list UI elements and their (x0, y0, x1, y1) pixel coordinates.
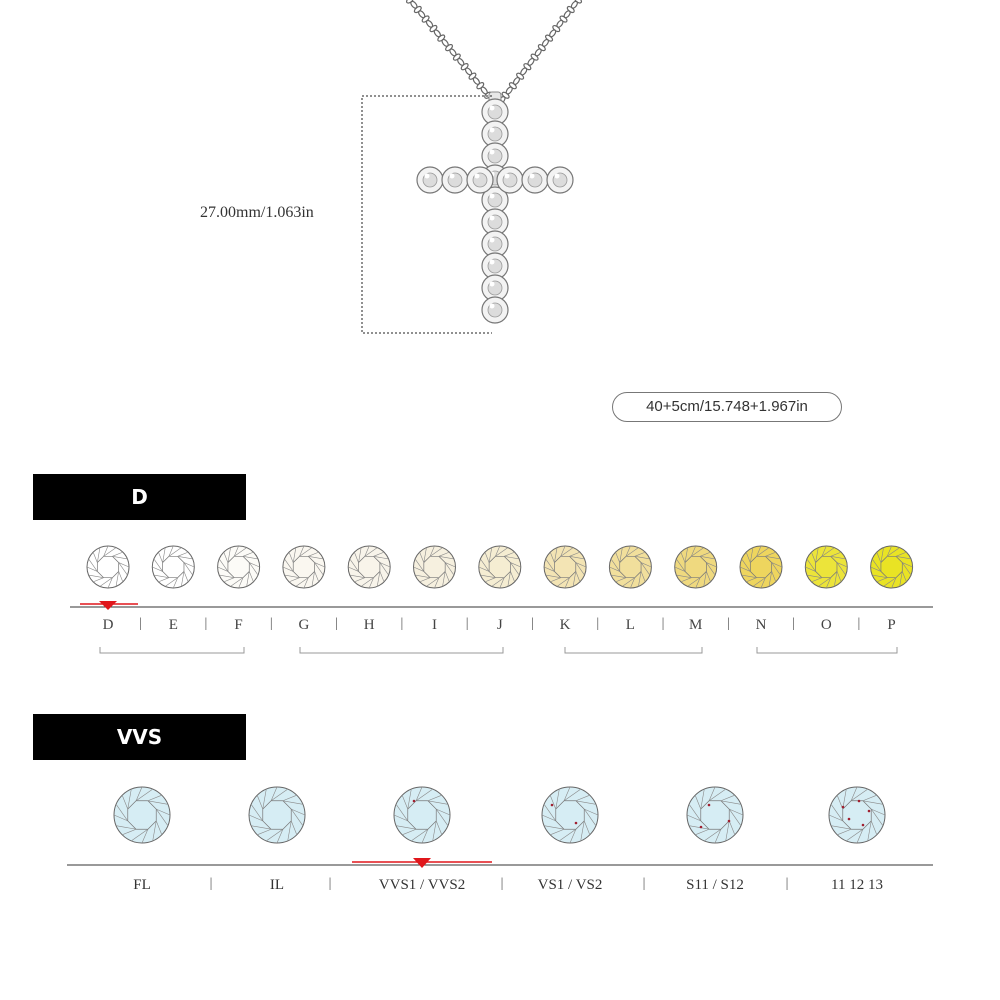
clarity-grade-separator: | (328, 876, 332, 891)
chain-link (421, 15, 430, 23)
clarity-stone-3 (542, 787, 598, 843)
color-grade-label-o: O (820, 617, 832, 633)
color-grade-label-n: N (755, 617, 767, 633)
color-stone-h (348, 546, 390, 588)
color-grade-label-i: I (432, 617, 437, 633)
clarity-stone-1 (249, 787, 305, 843)
color-grade-label-k: K (559, 617, 571, 633)
color-grade-label-j: J (496, 617, 503, 633)
clarity-stone-4 (687, 787, 743, 843)
color-group-bracket (565, 647, 702, 653)
clarity-stone-5 (829, 787, 885, 843)
color-stone-f (218, 546, 260, 588)
color-stone-n (740, 546, 782, 588)
clarity-grade-scale (0, 770, 1000, 880)
clarity-grade-label-0: FL (133, 877, 151, 893)
color-stone-i (414, 546, 456, 588)
cross-stone-sparkle (425, 174, 430, 179)
color-stone-e (152, 546, 194, 588)
color-grade-separator: | (857, 616, 861, 631)
chain-link (460, 62, 469, 70)
cross-pendant-necklace-image (0, 0, 1000, 440)
clarity-inclusion (551, 804, 554, 807)
clarity-grade-label-5: 11 12 13 (831, 877, 883, 893)
color-grade-separator: | (204, 616, 208, 631)
color-grade-separator: | (269, 616, 273, 631)
color-stone-j (479, 546, 521, 588)
clarity-inclusion (575, 822, 578, 825)
color-selected-marker (99, 601, 117, 610)
chain-link (452, 53, 461, 61)
cross-pendant (417, 99, 573, 323)
color-stone-m (675, 546, 717, 588)
color-group-bracket (757, 647, 897, 653)
color-grade-separator: | (596, 616, 600, 631)
clarity-inclusion (862, 824, 865, 827)
color-stone-k (544, 546, 586, 588)
color-group-bracket (300, 647, 503, 653)
clarity-inclusion (728, 820, 731, 823)
clarity-selected-marker (413, 858, 431, 868)
color-grade-separator: | (400, 616, 404, 631)
color-grade-scale (0, 530, 1000, 665)
cross-stone-sparkle (490, 106, 495, 111)
cross-stone-sparkle (490, 238, 495, 243)
color-grade-separator: | (335, 616, 338, 631)
cross-stone-sparkle (475, 174, 480, 179)
clarity-grade-separator: | (785, 876, 789, 891)
color-grade-label-p: P (887, 617, 896, 633)
clarity-grade-separator: | (642, 876, 646, 891)
color-grade-separator: | (465, 616, 469, 631)
chain-length-badge: 40+5cm/15.748+1.967in (612, 392, 842, 422)
clarity-inclusion (708, 804, 711, 807)
cross-stone-sparkle (490, 282, 495, 287)
clarity-inclusion (848, 818, 851, 821)
color-grade-label-f: F (234, 617, 243, 633)
chain-link (476, 81, 485, 89)
clarity-inclusion (858, 800, 861, 803)
clarity-grade-label-3: VS1 / VS2 (537, 877, 603, 893)
color-grade-separator: | (139, 616, 143, 631)
clarity-stone-0 (114, 787, 170, 843)
color-grade-label-g: G (298, 617, 310, 633)
cross-stone-sparkle (490, 304, 495, 309)
chain (498, 0, 583, 105)
color-stone-l (609, 546, 651, 588)
chain-link (406, 0, 415, 4)
cross-stone-sparkle (555, 174, 560, 179)
chain-link (468, 72, 477, 80)
chain-link (429, 24, 438, 32)
clarity-grade-separator: | (209, 876, 213, 891)
cross-stone-sparkle (505, 174, 510, 179)
color-grade-label-h: H (363, 617, 375, 633)
clarity-stone-2 (394, 787, 450, 843)
cross-stone-sparkle (490, 194, 495, 199)
cross-stone-sparkle (490, 150, 495, 155)
color-stone-d (87, 546, 129, 588)
clarity-inclusion (868, 810, 871, 813)
color-grade-separator: | (792, 616, 796, 631)
clarity-inclusion (700, 826, 703, 829)
cross-stone-sparkle (490, 128, 495, 133)
clarity-grade-label-2: VVS1 / VVS2 (378, 877, 466, 893)
color-grade-label-l: L (625, 617, 635, 633)
color-grade-separator: | (531, 616, 534, 631)
color-grade-separator: | (726, 616, 730, 631)
clarity-grade-separator: | (500, 876, 504, 891)
clarity-inclusion (413, 800, 416, 803)
clarity-inclusion (842, 806, 845, 809)
color-stone-g (283, 546, 325, 588)
color-grade-separator: | (661, 616, 665, 631)
chain-link (437, 34, 446, 42)
color-grade-label-d: D (102, 617, 114, 633)
cross-stone-sparkle (490, 260, 495, 265)
color-grade-banner: D (33, 474, 246, 520)
cross-stone-sparkle (530, 174, 535, 179)
chain-link (413, 5, 422, 13)
clarity-grade-banner: VVS (33, 714, 246, 760)
pendant-height-label: 27.00mm/1.063in (200, 204, 314, 221)
color-stone-o (805, 546, 847, 588)
color-grade-label-e: E (168, 617, 178, 633)
pendant-height-bracket (362, 96, 492, 333)
chain (406, 0, 497, 104)
color-group-bracket (100, 647, 244, 653)
chain-link (573, 0, 582, 4)
clarity-grade-label-1: IL (269, 877, 285, 893)
color-grade-label-m: M (689, 617, 703, 633)
cross-stone-sparkle (450, 174, 455, 179)
chain-link (445, 43, 454, 51)
cross-stone-sparkle (490, 216, 495, 221)
color-stone-p (871, 546, 913, 588)
clarity-grade-label-4: S11 / S12 (686, 877, 744, 893)
